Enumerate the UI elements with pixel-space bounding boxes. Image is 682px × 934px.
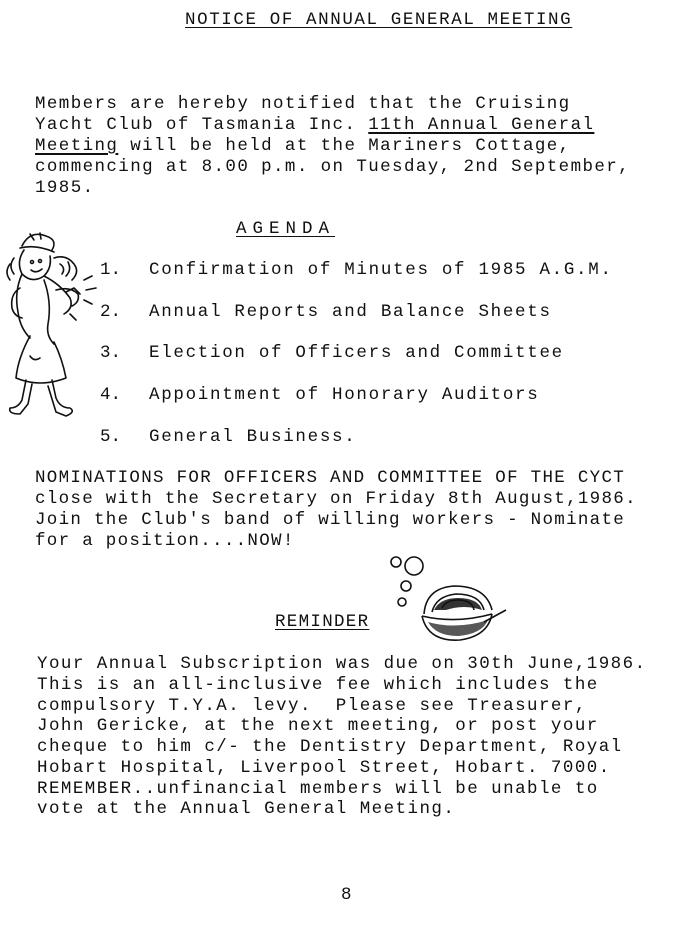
notice-line-3-end: will be held at the Mariners Cottage, (118, 136, 571, 156)
meeting-highlight-part-1: 11th Annual General (368, 115, 595, 135)
reminder-heading: REMINDER (275, 612, 370, 632)
nominations-line-1: NOMINATIONS FOR OFFICERS AND COMMITTEE OF THE CYCT (35, 468, 626, 488)
reminder-line: Hobart Hospital, Liverpool Street, Hobart. 7000. (37, 758, 611, 778)
reminder-line: REMEMBER..unfinancial members will be unable to (37, 779, 599, 799)
agenda-item-number: 1. (100, 260, 122, 280)
nominations-line-2: close with the Secretary on Friday 8th August,1986. (35, 489, 637, 509)
reminder-line: Your Annual Subscription was due on 30th June,1986. (37, 654, 647, 674)
notice-line-4: commencing at 8.00 p.m. on Tuesday, 2nd September, (35, 157, 631, 177)
page-title: NOTICE OF ANNUAL GENERAL MEETING (185, 10, 573, 30)
notice-line-3 (35, 136, 571, 156)
nominations-line-4: for a position....NOW! (35, 531, 295, 551)
notice-line-2-start: Yacht Club of Tasmania Inc. (35, 115, 369, 135)
agenda-heading: AGENDA (236, 219, 336, 239)
cartoon-figure-illustration (0, 228, 105, 424)
page-number: 8 (341, 885, 352, 905)
notice-line-5: 1985. (35, 178, 95, 198)
notice-line-1: Members are hereby notified that the Cruising (35, 94, 571, 114)
reminder-line: This is an all-inclusive fee which includes the (37, 675, 599, 695)
agenda-item-number: 3. (100, 343, 122, 363)
agenda-item-text: Election of Officers and Committee (149, 343, 564, 363)
clam-bubbles-illustration (384, 552, 508, 652)
reminder-line: compulsory T.Y.A. levy. Please see Treasurer, (37, 696, 587, 716)
meeting-highlight-part-2: Meeting (35, 136, 119, 156)
agenda-item-text: Appointment of Honorary Auditors (149, 385, 540, 405)
reminder-line: cheque to him c/- the Dentistry Department, Royal (37, 737, 623, 757)
agenda-item-text: Annual Reports and Balance Sheets (149, 302, 552, 322)
nominations-line-3: Join the Club's band of willing workers - Nominate (35, 510, 626, 530)
agenda-item-number: 5. (100, 427, 122, 447)
notice-line-2 (35, 115, 594, 135)
agenda-item-text: General Business. (149, 427, 357, 447)
agenda-item-number: 2. (100, 302, 122, 322)
reminder-line: John Gericke, at the next meeting, or post your (37, 716, 599, 736)
agenda-item-text: Confirmation of Minutes of 1985 A.G.M. (149, 260, 613, 280)
agenda-item-number: 4. (100, 385, 122, 405)
reminder-line: vote at the Annual General Meeting. (37, 799, 456, 819)
